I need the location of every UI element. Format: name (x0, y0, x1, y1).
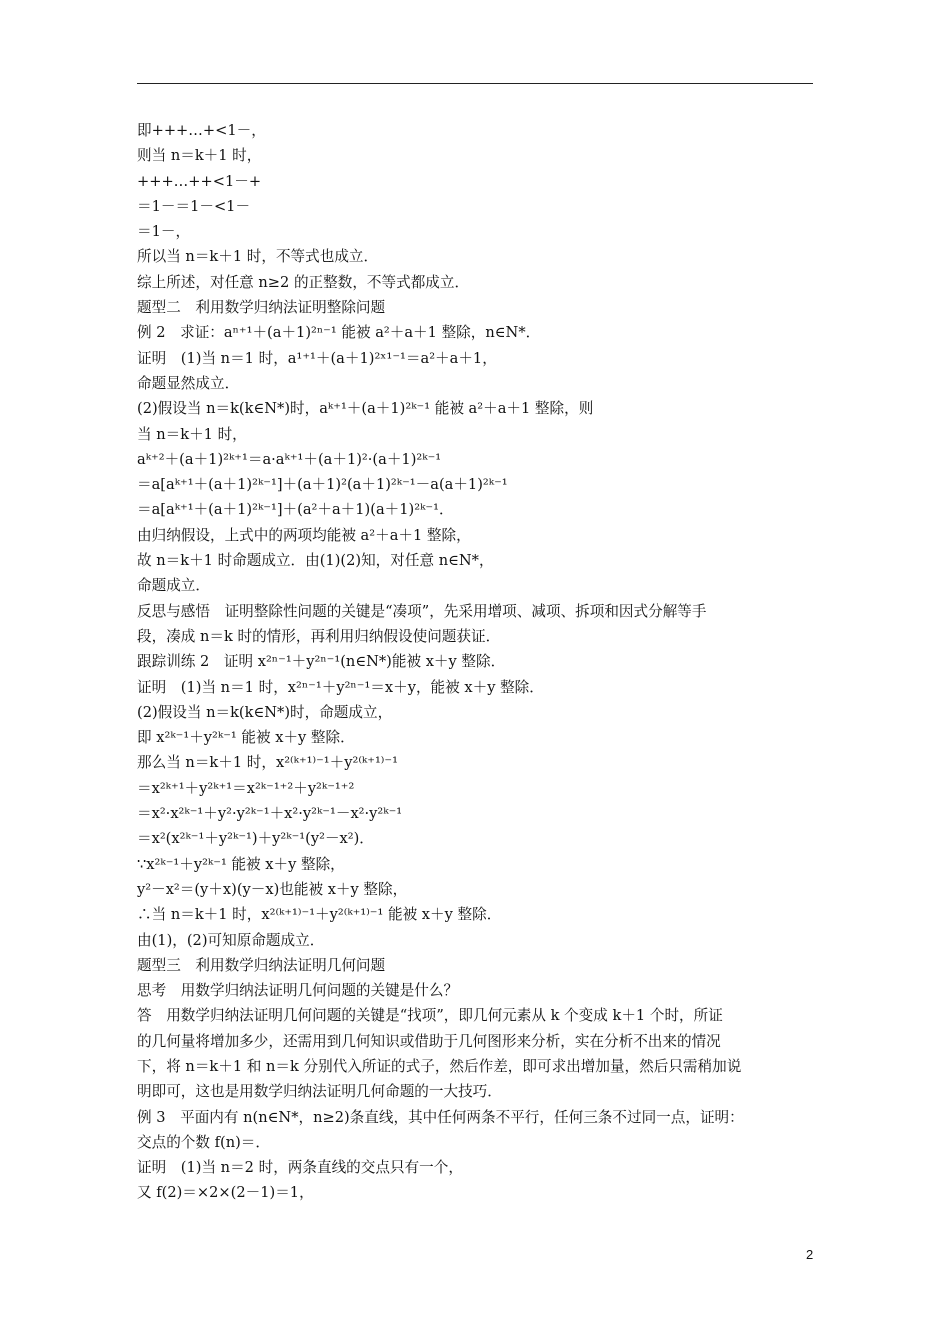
text-line: 即+++…+<1－， (137, 122, 266, 139)
text-line: 那么当 n＝k＋1 时，x²⁽ᵏ⁺¹⁾⁻¹＋y²⁽ᵏ⁺¹⁾⁻¹ (137, 754, 398, 772)
text-line: ＝1－＝1－<1－ (137, 197, 251, 215)
text-line: 命题显然成立． (137, 374, 240, 392)
text-line: 即 x²ᵏ⁻¹＋y²ᵏ⁻¹ 能被 x＋y 整除． (137, 729, 355, 747)
text-line: 综上所述，对任意 n≥2 的正整数，不等式都成立． (137, 273, 470, 291)
text-line: ＝x²·x²ᵏ⁻¹＋y²·y²ᵏ⁻¹＋x²·y²ᵏ⁻¹－x²·y²ᵏ⁻¹ (137, 805, 403, 823)
text-line: 段，凑成 n＝k 时的情形，再利用归纳假设使问题获证． (137, 627, 501, 645)
text-line: 答 用数学归纳法证明几何问题的关键是“找项”，即几何元素从 k 个变成 k＋1 个时，所证 (137, 1007, 723, 1025)
text-line: 则当 n＝k＋1 时， (137, 147, 262, 165)
text-line: 当 n＝k＋1 时， (137, 425, 247, 443)
header-rule (137, 83, 813, 84)
text-line: ＝x²(x²ᵏ⁻¹＋y²ᵏ⁻¹)＋y²ᵏ⁻¹(y²－x²)． (137, 830, 374, 848)
text-line: 证明 (1)当 n＝1 时，a¹⁺¹＋(a＋1)²ˣ¹⁻¹＝a²＋a＋1， (137, 349, 497, 367)
page-number: 2 (806, 1247, 814, 1262)
text-line: ∵x²ᵏ⁻¹＋y²ᵏ⁻¹ 能被 x＋y 整除， (137, 855, 345, 873)
text-line: 命题成立． (137, 577, 210, 595)
text-line: aᵏ⁺²＋(a＋1)²ᵏ⁺¹＝a·aᵏ⁺¹＋(a＋1)²·(a＋1)²ᵏ⁻¹ (137, 450, 442, 468)
text-line: 证明 (1)当 n＝2 时，两条直线的交点只有一个， (137, 1159, 463, 1177)
text-line: 明即可，这也是用数学归纳法证明几何命题的一大技巧． (137, 1083, 502, 1101)
text-line: y²－x²＝(y＋x)(y－x)也能被 x＋y 整除， (137, 880, 408, 898)
section-heading: 题型二 利用数学归纳法证明整除问题 (137, 299, 386, 317)
section-heading: 题型三 利用数学归纳法证明几何问题 (137, 956, 386, 974)
text-line: ＝x²ᵏ⁺¹＋y²ᵏ⁺¹＝x²ᵏ⁻¹⁺²＋y²ᵏ⁻¹⁺² (137, 779, 355, 797)
text-line: 又 f(2)＝×2×(2－1)＝1， (137, 1184, 314, 1202)
text-line: ＝a[aᵏ⁺¹＋(a＋1)²ᵏ⁻¹]＋(a＋1)²(a＋1)²ᵏ⁻¹－a(a＋1)²ᵏ⁻¹ (137, 476, 508, 494)
exercise-statement: 跟踪训练 2 证明 x²ⁿ⁻¹＋y²ⁿ⁻¹(n∈N*)能被 x＋y 整除． (137, 653, 506, 671)
text-line: 由归纳假设，上式中的两项均能被 a²＋a＋1 整除， (137, 526, 471, 544)
text-line: 思考 用数学归纳法证明几何问题的关键是什么？ (137, 982, 459, 1000)
text-line: 反思与感悟 证明整除性问题的关键是“凑项”，先采用增项、减项、拆项和因式分解等手 (137, 602, 707, 620)
text-line: 由(1)，(2)可知原命题成立． (137, 931, 325, 949)
text-line: 故 n＝k＋1 时命题成立．由(1)(2)知，对任意 n∈N*， (137, 552, 494, 570)
text-line: 交点的个数 f(n)＝． (137, 1133, 270, 1151)
text-line: ＝a[aᵏ⁺¹＋(a＋1)²ᵏ⁻¹]＋(a²＋a＋1)(a＋1)²ᵏ⁻¹． (137, 501, 454, 519)
text-line: 所以当 n＝k＋1 时，不等式也成立． (137, 248, 379, 266)
text-line: (2)假设当 n＝k(k∈N*)时，aᵏ⁺¹＋(a＋1)²ᵏ⁻¹ 能被 a²＋a＋1 整除，则 (137, 400, 594, 418)
document-body (137, 118, 827, 1206)
text-line: ＝1－， (137, 223, 191, 241)
text-line: +++…++<1－+ (137, 172, 262, 190)
text-line: ∴当 n＝k＋1 时，x²⁽ᵏ⁺¹⁾⁻¹＋y²⁽ᵏ⁺¹⁾⁻¹ 能被 x＋y 整除． (137, 906, 502, 924)
text-line: (2)假设当 n＝k(k∈N*)时，命题成立， (137, 703, 393, 721)
text-line: 证明 (1)当 n＝1 时，x²ⁿ⁻¹＋y²ⁿ⁻¹＝x＋y，能被 x＋y 整除． (137, 678, 544, 696)
text-line: 下，将 n＝k＋1 和 n＝k 分别代入所证的式子，然后作差，即可求出增加量，然后只需稍加说 (137, 1057, 742, 1075)
example-statement: 例 3 平面内有 n(n∈N*，n≥2)条直线，其中任何两条不平行，任何三条不过同一点，证明： (137, 1108, 744, 1126)
text-line: 的几何量将增加多少，还需用到几何知识或借助于几何图形来分析，实在分析不出来的情况 (137, 1032, 721, 1050)
example-statement: 例 2 求证：aⁿ⁺¹＋(a＋1)²ⁿ⁻¹ 能被 a²＋a＋1 整除，n∈N*． (137, 324, 541, 342)
